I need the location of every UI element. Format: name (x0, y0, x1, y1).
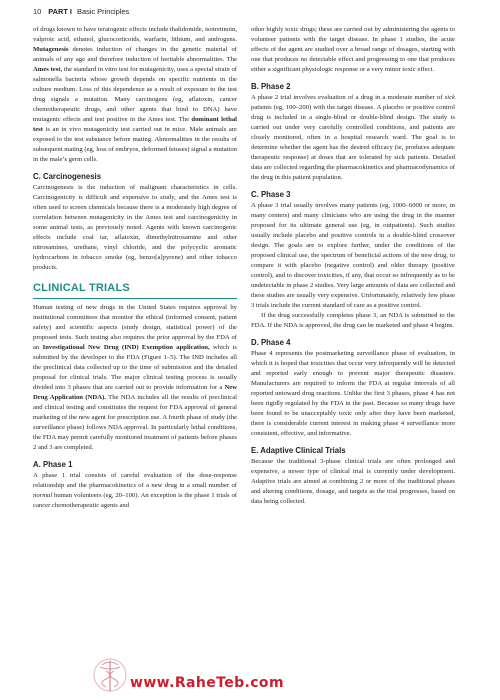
adaptive-trials-heading: E. Adaptive Clinical Trials (251, 446, 346, 455)
carcinogenesis-paragraph: Carcinogenesis is the induction of malignant characteristics in cells. Carcinogenicity is difficult and expensive to study, and the Ames test is often used to screen chemicals because there is a moderately high degree of correlation between mutagenicity in the Ames test and carcinogenicity in some animal tests, as previously noted. Agents with known carcinogenic effects include coal tar, aflatoxin, dimethylnitrosamine and other nitrosamines, urethane, vinyl chloride, and the polycyclic aromatic hydrocarbons in tobacco smoke (eg, benzo[a]pyrene) and other tobacco products. (33, 184, 237, 271)
adaptive-trials-paragraph: Because the traditional 3-phase clinical trials are often prolonged and expensive, a newer type of clinical trial is currently under development. Adaptive trials are aimed at combining 2 or more of the traditional phases and altering conditions, dosage, and targets as the trial progresses, based on data being collected. (251, 458, 455, 505)
part-title: Basic Principles (77, 7, 130, 16)
phase2-heading: B. Phase 2 (251, 82, 291, 91)
phase3-nda-paragraph: If the drug successfully completes phase 3, an NDA is submitted to the FDA. If the NDA is approved, the drug can be marketed and phase 4 begins. (251, 312, 455, 329)
phase1-heading: A. Phase 1 (33, 460, 73, 469)
running-head (33, 7, 473, 16)
phase1-continued-paragraph: other highly toxic drugs; these are carried out by administering the agents to volunteer patients with the target disease. In phase 1 studies, the acute effects of the agent are studied over a broad range of dosages, starting with one that produces no detectable effect and progressing to one that produces either a significant physiologic response or a very minor toxic effect. (251, 26, 455, 73)
phase3-paragraph: A phase 3 trial usually involves many patients (eg, 1000–6000 or more, in many centers) and many clinicians who are using the drug in the manner proposed for its ultimate general use (eg, in outpatients). Such studies usually include placebo and positive controls in a double-blind crossover design. The goals are to explore further, under the conditions of the proposed clinical use, the spectrum of beneficial actions of the new drug, to compare it with placebo (negative control) and older therapy (positive control), and to discover toxicities, if any, that occur so infrequently as to be undetectable in phase 2 studies. Very large amounts of data are collected and these studies are usually very expensive. Unfortunately, relatively few phase 3 trials include the current standard of care as a positive control. (251, 202, 455, 309)
watermark-text: www.RaheTeb.com (130, 675, 284, 691)
left-column (33, 25, 237, 511)
mutagenesis-paragraph: of drugs known to have teratogenic effects include thalidomide, isotretinoin, valproic acid, ethanol, glucocorticoids, warfarin, lithium, and androgens. Mutagenesis denotes induction of changes in the genetic material of animals of any age and therefore induction of heritable abnormalities. The Ames test, the standard in vitro test for mutagenicity, uses a special strain of salmonella bacteria whose growth depends on specific nutrients in the culture medium. Loss of this dependence as a result of exposure to the test drug signals a mutation. Many carcinogens (eg, aflatoxin, cancer chemotherapeutic drugs, and other agents that bind to DNA) have mutagenic effects and test positive in the Ames test. The dominant lethal test is an in vivo mutagenicity test carried out in mice. Male animals are exposed to the test substance before mating. Abnormalities in the results of subsequent mating (eg, loss of embryos, deformed fetuses) signal a mutation in the male’s germ cells. (33, 26, 237, 163)
phase4-paragraph: Phase 4 represents the postmarketing surveillance phase of evaluation, in which it is hoped that toxicities that occur very infrequently will be detected and reported early enough to prevent major therapeutic disasters. Manufacturers are required to inform the FDA at regular intervals of all reported untoward drug reactions. Unlike the first 3 phases, phase 4 has not been rigidly regulated by the FDA in the past. Because so many drugs have been found to be unacceptably toxic only after they have been marketed, there is considerable current interest in making phase 4 surveillance more consistent, effective, and informative. (251, 350, 455, 437)
phase4-heading: D. Phase 4 (251, 338, 291, 347)
part-label: PART I (48, 7, 72, 16)
clinical-trials-paragraph: Human testing of new drugs in the United States requires approval by institutional committees that monitor the ethical (informed consent, patient safety) and scientific aspects (study design, statistical power) of the proposed tests. Such testing also requires the prior approval by the FDA of an Investigational New Drug (IND) Exemption application, which is submitted by the developer to the FDA (Figure 1–5). The IND includes all the preclinical data collected up to the time of submission and the detailed proposal for clinical trials. The major clinical testing process is usually divided into 3 phases that are carried out to provide information for a New Drug Application (NDA). The NDA includes all the results of preclinical and clinical testing and constitutes the request for FDA approval of general marketing of the new agent for prescription use. A fourth phase of study (the surveillance phase) follows NDA approval. In particularly lethal conditions, the FDA may permit carefully monitored treatment of patients before phases 2 and 3 are completed. (33, 304, 237, 451)
right-column (251, 25, 455, 507)
phase2-paragraph: A phase 2 trial involves evaluation of a drug in a moderate number of sick patients (eg, 100–200) with the target disease. A placebo or positive control drug is included in a single-blind or double-blind design. The study is carried out under very carefully controlled conditions, and patients are closely monitored, often in a hospital research ward. The goal is to determine whether the agent has the desired efficacy (ie, produces adequate therapeutic response) at doses that are tolerated by sick patients. Detailed data are collected regarding the pharmacokinetics and pharmacodynamics of the drug in this patient population. (251, 94, 455, 181)
carcinogenesis-heading: C. Carcinogenesis (33, 172, 102, 181)
page-number: 10 (33, 7, 42, 16)
clinical-trials-heading: CLINICAL TRIALS (33, 280, 237, 299)
phase3-heading: C. Phase 3 (251, 190, 291, 199)
phase1-paragraph: A phase 1 trial consists of careful evaluation of the dose-response relationship and the pharmacokinetics of a new drug in a small number of normal human volunteers (eg, 20–100). An exception is the phase 1 trials of cancer chemotherapeutic agents and (33, 472, 237, 509)
